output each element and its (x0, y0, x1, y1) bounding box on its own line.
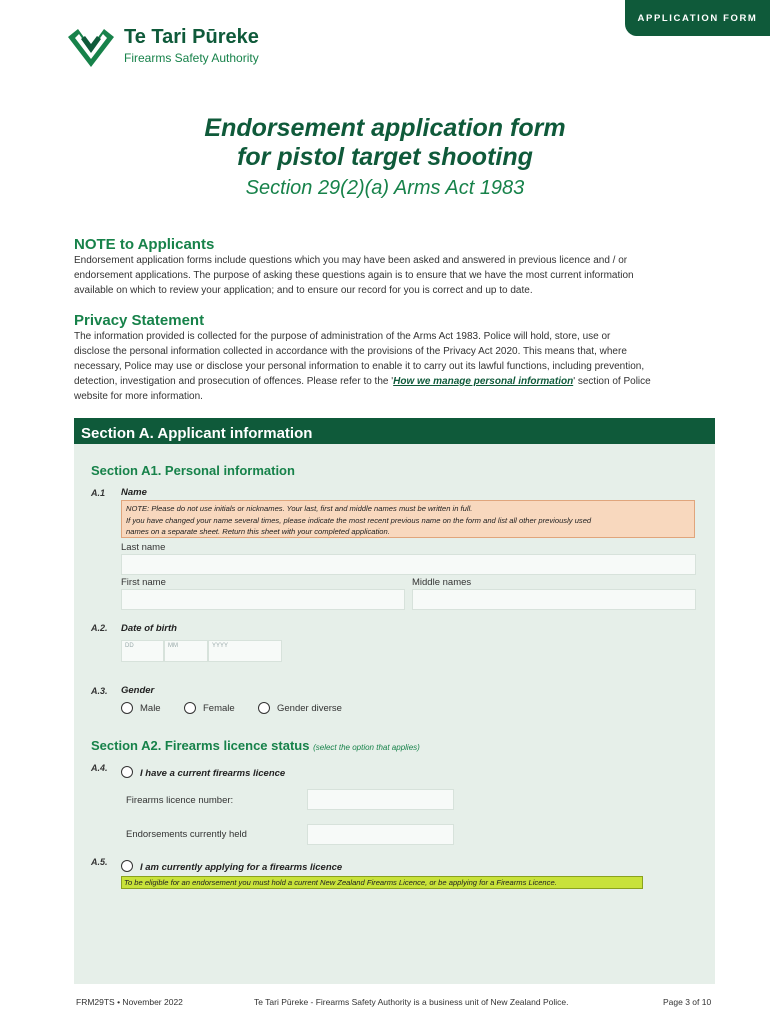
last-name-field[interactable] (121, 554, 696, 575)
question-number-a2: A.2. (91, 623, 108, 633)
dob-label: Date of birth (121, 623, 177, 634)
note-paragraph: Endorsement application forms include questions which you may have been asked and answered in previous licence and / or endorsement applications. The purpose of asking these questions again is to ensure that we have the most current information available on which to review your application; and to ensure our record for you is correct and up to date. (74, 255, 634, 296)
dob-day-field[interactable]: DD (121, 640, 164, 662)
dob-year-field[interactable]: YYYY (208, 640, 282, 662)
gender-female-label: Female (203, 703, 235, 714)
note-heading: NOTE to Applicants (74, 236, 215, 253)
section-a2-heading: Section A2. Firearms licence status (select the option that applies) (91, 738, 420, 753)
name-note: NOTE: Please do not use initials or nicknames. Your last, first and middle names must be written in full. If you have changed your name several times, please indicate the most recent previous name on the form and list all other previously used names on a separate sheet. Return this sheet with your completed application. (121, 500, 695, 538)
first-name-field[interactable] (121, 589, 405, 610)
eligibility-notice: To be eligible for an endorsement you must hold a current New Zealand Firearms Licence, or be applying for a Firearms Licence. (121, 876, 643, 889)
licence-number-label: Firearms licence number: (126, 795, 234, 806)
question-number-a1: A.1 (91, 488, 106, 498)
licence-number-field[interactable] (307, 789, 454, 810)
privacy-heading: Privacy Statement (74, 312, 205, 329)
form-subtitle: Section 29(2)(a) Arms Act 1983 (245, 177, 525, 199)
dob-month-field[interactable]: MM (164, 640, 208, 662)
form-title-line1: Endorsement application form (204, 114, 566, 142)
org-subtitle: Firearms Safety Authority (124, 51, 259, 65)
application-form-tab: APPLICATION FORM (625, 0, 770, 36)
gender-diverse-label: Gender diverse (277, 703, 342, 714)
gender-label: Gender (121, 685, 155, 696)
firearms-authority-logo-icon (66, 23, 116, 69)
footer-form-code: FRM29TS • November 2022 (76, 997, 183, 1007)
privacy-link[interactable]: How we manage personal information (393, 376, 574, 387)
last-name-label: Last name (121, 542, 166, 553)
middle-names-field[interactable] (412, 589, 696, 610)
applying-licence-radio[interactable] (121, 860, 133, 872)
gender-diverse-radio[interactable] (258, 702, 270, 714)
form-title-line2: for pistol target shooting (237, 143, 533, 171)
section-a1-heading: Section A1. Personal information (91, 463, 295, 478)
question-number-a3: A.3. (91, 686, 108, 696)
name-label: Name (121, 487, 147, 498)
applying-licence-label: I am currently applying for a firearms licence (140, 862, 343, 873)
first-name-label: First name (121, 577, 166, 588)
privacy-paragraph: The information provided is collected for the purpose of administration of the Arms Act 1983. Police will hold, store, use or disclose the personal information collected in accordance with the provisions of the Privacy Act 2020. This means that, where necessary, Police may use or disclose your personal information to enable it to carry out its lawful functions, including prevention, detection, investigation and prosecution of offences. Please refer to the 'How we manage personal information' section of Police website for more information. (74, 331, 651, 402)
footer-page-number: Page 3 of 10 (663, 997, 712, 1007)
gender-female-radio[interactable] (184, 702, 196, 714)
current-licence-radio[interactable] (121, 766, 133, 778)
endorsements-field[interactable] (307, 824, 454, 845)
middle-names-label: Middle names (412, 577, 472, 588)
gender-male-label: Male (140, 703, 161, 714)
question-number-a4: A.4. (91, 763, 108, 773)
current-licence-label: I have a current firearms licence (140, 768, 286, 779)
endorsements-label: Endorsements currently held (126, 829, 247, 840)
gender-male-radio[interactable] (121, 702, 133, 714)
section-a-heading: Section A. Applicant information (74, 418, 715, 444)
footer-note: Te Tari Pūreke - Firearms Safety Authority is a business unit of New Zealand Police. (254, 997, 569, 1007)
org-name: Te Tari Pūreke (124, 26, 259, 48)
question-number-a5: A.5. (91, 857, 108, 867)
section-a2-hint: (select the option that applies) (313, 743, 420, 752)
